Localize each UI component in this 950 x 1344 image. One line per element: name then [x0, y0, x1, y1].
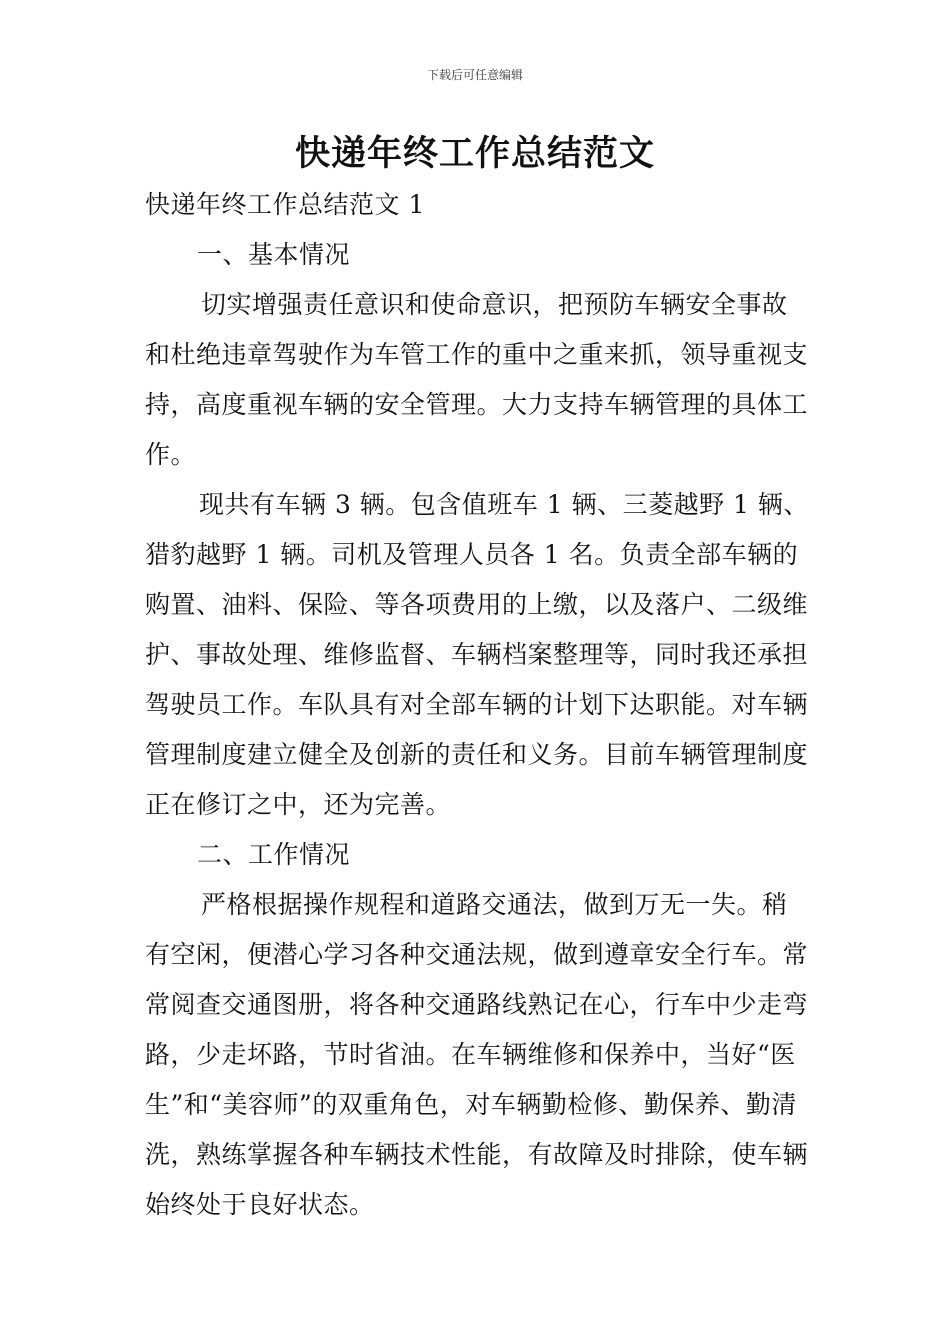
header-note: 下载后可任意编辑 — [426, 68, 523, 82]
paragraph: 切实增强责任意识和使命意识，把预防车辆安全事故和杜绝违章驾驶作为车管工作的重中之重来抓，领导重视支持，高度重视车辆的安全管理。大力支持车辆管理的具体工作。 — [145, 290, 809, 469]
section-heading-basic: 一、基本情况 — [197, 240, 351, 269]
paragraph: 现共有车辆 3 辆。包含值班车 1 辆、三菱越野 1 辆、猎豹越野 1 辆。司机及管理人员各 1 名。负责全部车辆的购置、油料、保险、等各项费用的上缴，以及落户、二级维护、事故处理、维修监督、车辆档案整理等，同时我还承担驾驶员工作。车队具有对全部车辆的计划下达职能。对车辆管理制度建立健全及创新的责任和义务。目前车辆管理制度正在修订之中，还为完善。 — [145, 490, 809, 819]
paragraph: 严格根据操作规程和道路交通法，做到万无一失。稍有空闲，便潜心学习各种交通法规，做到遵章安全行车。常常阅查交通图册，将各种交通路线熟记在心，行车中少走弯路，少走坏路，节时省油。在车辆维修和保养中，当好“医生”和“美容师”的双重角色，对车辆勤检修、勤保养、勤清洗，熟练掌握各种车辆技术性能，有故障及时排除，使车辆始终处于良好状态。 — [145, 890, 809, 1219]
document-body — [145, 180, 810, 1230]
document-title: 快递年终工作总结范文 — [294, 134, 655, 174]
document-subtitle: 快递年终工作总结范文 1 — [145, 190, 425, 219]
section-heading-work: 二、工作情况 — [197, 840, 351, 869]
